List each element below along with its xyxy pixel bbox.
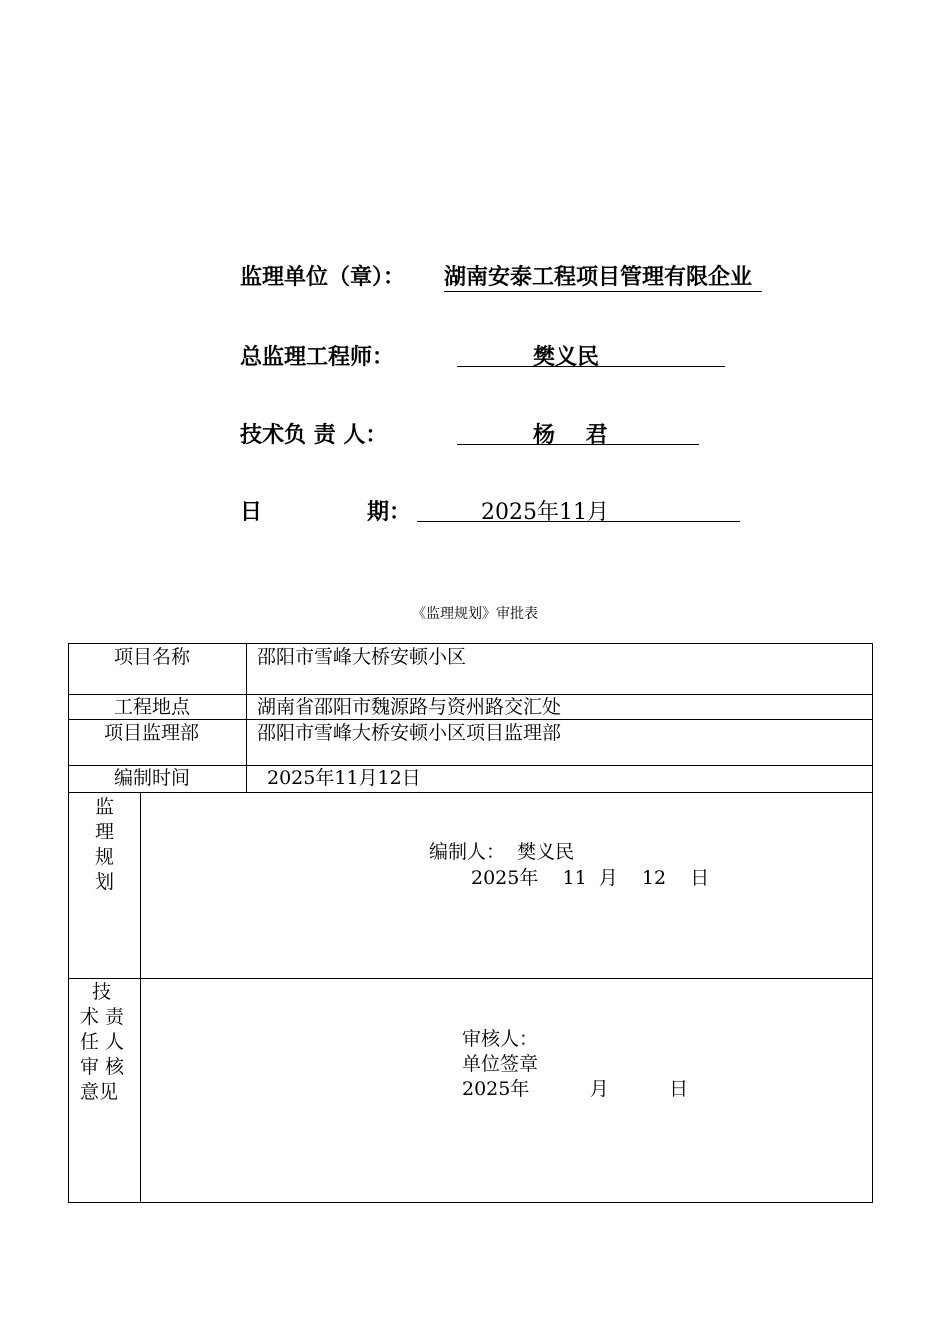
project-location-value: 湖南省邵阳市魏源路与资州路交汇处 (257, 696, 562, 718)
plan-label-char: 规 (95, 846, 115, 868)
supervision-unit-value: 湖南安泰工程项目管理有限企业 (444, 260, 762, 292)
approval-form-title: 《监理规划》审批表 (412, 606, 538, 622)
date-value: 2025年11月 (481, 500, 609, 525)
date-label-day: 日 (240, 500, 263, 525)
compile-time-label: 编制时间 (114, 767, 191, 789)
review-label-line: 术 责 (80, 1006, 125, 1028)
plan-editor: 编制人： 樊义民 (429, 841, 575, 863)
review-label-line: 审 核 (80, 1056, 125, 1078)
chief-engineer-label: 总监理工程师： (240, 345, 395, 370)
review-label-line: 任 人 (80, 1031, 125, 1053)
supervision-unit-label: 监理单位（章）： (240, 265, 406, 290)
plan-label-char: 划 (95, 871, 115, 893)
reviewer-label: 审核人： (462, 1028, 539, 1050)
supervision-dept-label: 项目监理部 (104, 722, 200, 744)
chief-engineer-value: 樊义民 (533, 345, 600, 370)
review-label-line: 技 (80, 981, 112, 1003)
review-label-line: 意见 (80, 1081, 119, 1103)
date-label-period: 期： (367, 500, 412, 525)
plan-label-char: 监 (95, 796, 115, 818)
tech-lead-value: 杨 君 (533, 423, 608, 448)
project-name-value: 邵阳市雪峰大桥安顿小区 (257, 646, 467, 668)
chief-engineer-field (457, 340, 725, 370)
tech-lead-field (457, 418, 699, 448)
date-field (417, 495, 740, 525)
plan-label-char: 理 (95, 821, 115, 843)
plan-date: 2025年 11 月 12 日 (471, 867, 710, 889)
supervision-dept-value: 邵阳市雪峰大桥安顿小区项目监理部 (257, 722, 562, 744)
tech-lead-label: 技术负 责 人： (240, 423, 388, 448)
review-date: 2025年 月 日 (462, 1078, 689, 1100)
compile-time-value: 2025年11月12日 (267, 767, 421, 789)
unit-seal-label: 单位签章 (462, 1053, 539, 1075)
project-location-label: 工程地点 (114, 696, 191, 718)
project-name-label: 项目名称 (114, 646, 191, 668)
